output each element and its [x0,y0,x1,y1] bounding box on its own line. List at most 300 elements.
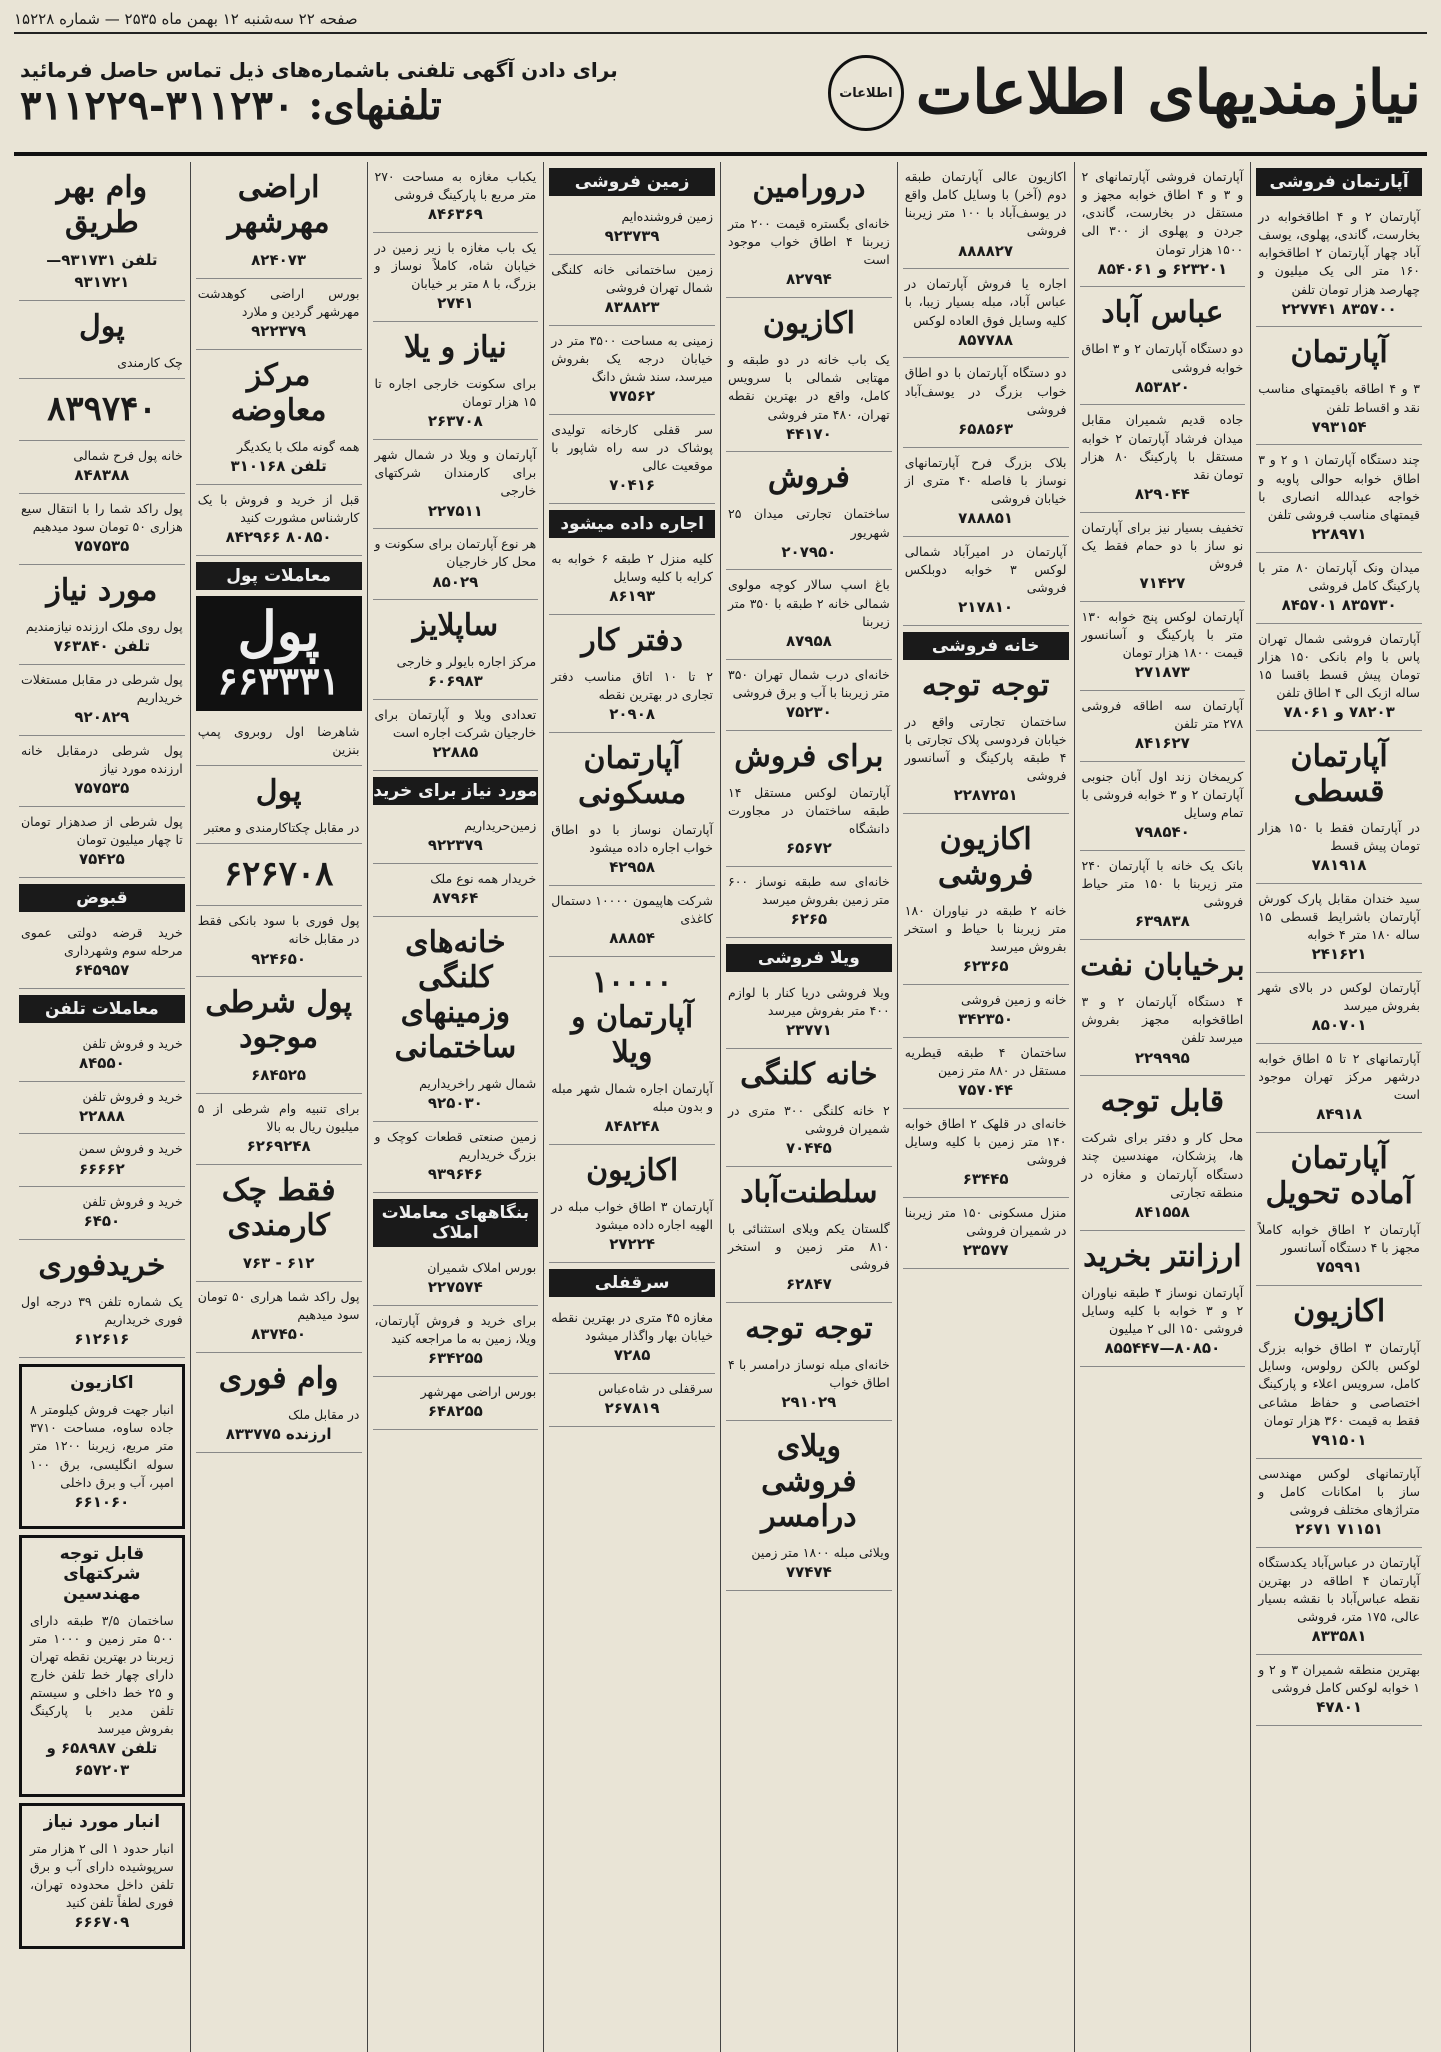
banner-word: پول [237,598,320,663]
ad-body: دو دستگاه آپارتمان ۲ و ۳ اطاق خوابه فروشی [1081,341,1244,375]
ad-body: آپارتمان ۳ اطاق خواب مبله در الهیه اجاره داده میشود [551,1199,713,1233]
ad-phone: ۷۹۱۵۰۱ [1311,1430,1367,1449]
classified-ad [1256,1215,1422,1286]
ad-headline: اکازیون [1293,1294,1386,1330]
ad-phone: ۶۴۵۰ [83,1212,121,1231]
classified-ad [196,485,362,556]
ad-column-7 [190,162,367,2052]
classified-ad [196,244,362,279]
ad-body: آپارتمان لوکس مستقل ۱۴ طبقه ساختمان در مجاورت دانشگاه [728,784,890,836]
ad-body: پول راکد شما هراری ۵۰ تومان سود میدهیم [197,1288,360,1322]
classified-ad [19,918,185,989]
ad-phone: ۷۷۴۷۴ [785,1562,832,1581]
classified-ad [549,202,715,255]
ad-headline: مرکز معاوضه [230,357,327,428]
ad-body: جاده قدیم شمیران مقابل میدان فرشاد آپارتمان ۲ خوابه مستقل با پارکینگ ۸۰ هزار تومان نقد [1081,412,1244,482]
classified-ad [903,448,1069,537]
ad-body: آپارتمان در امیرآباد شمالی لوکس ۳ خوابه دوبلکس فروشی [904,543,1067,595]
ad-body: شاهرضا اول روبروی پمپ بنزین [197,723,360,757]
ad-body: بورس اراضی مهرشهر [420,1383,537,1399]
classified-ad [1080,1278,1246,1367]
ad-body: برای سکونت خارجی اجاره تا ۱۵ هزار تومان [374,376,537,410]
ad-phone: ۲۳۵۷۷ [962,1241,1009,1260]
ad-phone: ۷۵۲۳۰ [785,702,832,721]
ad-headline: عباس آباد [1101,295,1224,331]
ad-body: بلاک بزرگ فرح آپارتمانهای نوساز با فاصله ۴۰ متری از خیابان فروشی [904,454,1067,506]
ad-body: سر قفلی کارخانه تولیدی پوشاک در سه راه شاپور با موقعیت عالی [551,422,713,474]
ad-body: آپارتمان فروشی آپارتمانهای ۲ و ۳ و ۴ اطاق خوابه مجهز و مستقل در بخارست، گاندی، جردن و پهلوی از ۳۰۰ الی ۱۵۰۰ هزار تومان [1081,169,1244,257]
ad-phone: ۹۲۲۳۷۹ [251,322,307,340]
ad-body: در آپارتمان فقط با ۱۵۰ هزار تومان پیش قسط [1258,819,1420,853]
ad-headline: دفتر کار [581,623,683,659]
section-heading: زمین فروشی [549,168,715,196]
ad-phone: ۲۰۷۹۵۰ [781,542,837,561]
ad-column-5 [543,162,720,2052]
ad-body: آپارتمان نوساز با دو اطاق خواب اجاره داده میشود [551,822,713,856]
ad-body: یک شماره تلفن ۳۹ درجه اول فوری خریداریم [21,1294,183,1328]
ad-phone: ۸۵۷۷۸۸ [958,330,1014,349]
classified-ad [1080,987,1246,1076]
classified-ad [373,1377,539,1430]
ad-phone: ۷۸۸۸۵۱ [958,508,1014,527]
classified-ad [549,1074,715,1145]
ad-column-1 [1250,162,1427,2052]
ad-phone: ۲۷۴۱ [437,294,474,313]
ad-body: بهترین منطقه شمیران ۳ و ۲ و ۱ خوابه لوکس کامل فروشی [1258,1661,1420,1695]
boxed-ad-body [28,1606,176,1788]
section-heading: مورد نیاز برای خرید [373,777,539,805]
ad-headline: قابل توجه [1100,1084,1225,1120]
ad-body: سرقفلی در شاه‌عباس [598,1381,713,1397]
classified-ad [726,1350,892,1421]
classified-ad [1256,1044,1422,1133]
ad-body: انبار جهت فروش کیلومتر ۸ جاده ساوه، مساحت ۳۷۱۰ متر مربع، زیربنا ۱۲۰۰ متر سوله انگلیسی، برق ۱۰۰ امپر، آب و برق داخلی [30,1402,174,1490]
ad-body: یک باب خانه در دو طبقه و مهتابی شمالی با سرویس کامل، واقع در بهترین نقطه تهران، ۴۸۰ متر فروشی [728,352,890,422]
classified-ad [903,896,1069,985]
ad-body: خرید و فروش تلفن [82,1194,183,1210]
contact-phones: تلفنهای: ۳۱۱۲۳۰-۳۱۱۲۲۹ [20,81,442,129]
ad-phone: ۸۵۰۲۹ [432,572,479,591]
ad-body: خانه ۲ طبقه در نیاوران ۱۸۰ متر زیربنا با حیاط و استخر بفروش میرسد [904,903,1067,955]
ad-phone: ۶۲۳۲۰۱ و ۸۵۴۰۶۱ [1097,259,1228,278]
ad-body: دو دستگاه آپارتمان با دو اطاق خواب بزرگ در یوسف‌آباد فروشی [904,365,1067,417]
section-heading: بنگاههای معاملات املاک [373,1199,539,1247]
ad-phone: ۷۵۹۹۱ [1316,1258,1363,1277]
ad-phone: ۲۱۷۸۱۰ [958,598,1014,616]
ad-body: ۳ و ۴ اطاقه باقیمتهای مناسب نقد و اقساط تلفن [1258,381,1420,415]
classified-ad [726,867,892,938]
ad-body: شرکت هاپیمون ۱۰۰۰۰ دستمال کاغذی [551,893,714,927]
ad-phone: ۸۴۶۳۶۹ [427,205,483,224]
ad-body: اکازیون عالی آپارتمان طبقه دوم (آخر) با وسایل کامل واقع در یوسف‌آباد با ۱۰۰ متر زیربنا فروشی [904,169,1067,239]
ad-headline: درورامین [752,170,866,205]
ad-phone: ۸۳۷۴۵۰ [251,1325,307,1344]
ad-phone: ۲۲۸۸۸ [78,1106,125,1125]
ad-phone: ۷۵۷۵۳۵ [74,778,130,797]
ad-body: تخفیف بسیار نیز برای آپارتمان نو ساز با دو حمام فقط یک فروش [1081,519,1244,571]
classified-ad [549,662,715,733]
ad-headline: آپارتمان آماده تحویل [1265,1141,1413,1212]
ad-body: برای خرید و فروش آپارتمان، ویلا، زمین به ما مراجعه کنید [374,1312,537,1346]
ad-phone: ۶۴۸۲۵۵ [427,1401,483,1420]
ad-headline: مورد نیاز [46,572,158,608]
ad-column-3 [897,162,1074,2052]
classified-ad [1256,374,1422,445]
classified-ad [1256,553,1422,624]
boxed-ad-title: اکازیون [70,1373,134,1394]
ad-phone: ۹۲۵۰۳۰ [427,1094,483,1112]
ad-body: آپارتمان نوساز ۴ طبقه نیاوران ۲ و ۳ خوابه با کلیه وسایل فروشی ۱۵۰ الی ۲ میلیون [1081,1284,1244,1336]
ad-body: خانه‌ای در قلهک ۲ اطاق خوابه ۱۴۰ متر زمین با کلیه وسایل فروشی [904,1116,1067,1168]
classified-ad [373,529,539,600]
ad-phone: ارزنده ۸۳۳۷۷۵ [225,1424,332,1443]
classified-ad [19,612,185,665]
ad-phone: ۳۴۲۳۵۰ [958,1010,1014,1029]
classified-ad [196,1094,362,1165]
ad-headline: فقط چک کارمندی [221,1173,336,1244]
classified-ad [726,345,892,452]
ad-phone: ۷۸۲۰۳ و ۷۸۰۶۱ [1283,703,1395,722]
ad-phone: ۲۹۱۰۲۹ [781,1393,837,1411]
boxed-ad [19,1364,185,1528]
ad-body: مرکز اجاره بایولر و خارجی [396,654,537,670]
ad-body: آپارتمان اجاره شمال شهر مبله و بدون مبله [551,1081,713,1115]
ad-phone: ۶۶۱۰۶۰ [74,1492,130,1511]
ad-body: آپارتمانهای ۲ تا ۵ اطاق خوابه درشهر مرکز تهران موجود است [1258,1051,1421,1103]
ad-body: زمینی به مساحت ۳۵۰۰ متر در خیابان درجه یک بفروش میرسد، سند شش دانگ [551,332,713,385]
ad-body: پول فوری با سود بانکی فقط در مقابل خانه [197,913,360,947]
ad-headline: ۱۰۰۰۰ آپارتمان و ویلا [571,965,694,1071]
classified-ad [19,1287,185,1358]
ad-phone: ۸۰۸۵۰—۸۵۵۴۴۷ [1104,1338,1221,1357]
classified-ad [726,978,892,1049]
ad-phone: ۸۲۹۰۴۴ [1134,484,1190,503]
classified-ad [726,570,892,659]
ad-phone: ۸۸۸۵۴ [609,929,656,948]
classified-ad [373,1253,539,1306]
ad-body: مغازه ۴۵ متری در بهترین نقطه خیابان بهار واگذار میشود [551,1310,714,1344]
classified-ad [196,813,362,844]
classified-ad [903,537,1069,626]
classified-ad [373,1069,539,1122]
ad-body: ساختمان تجارتی واقع در خیابان فردوسی پلاک تجارتی با ۴ طبقه پارکینگ و آسانسور فروشی [904,713,1067,784]
ad-headline: اکازیون [586,1153,679,1189]
ad-headline: خانه کلنگی [740,1056,878,1092]
classified-ad [549,886,715,957]
ad-phone: ۸۸۸۸۲۷ [958,241,1014,260]
classified-ad [1080,691,1246,762]
ad-headline: وام فوری [218,1360,339,1396]
ad-phone: ۹۲۲۳۷۹ [427,836,483,855]
classified-ad [549,255,715,326]
ad-phone: ۶۲۸۴۷ [785,1275,832,1293]
classified-ad [196,844,362,906]
ad-headline: برای فروش [734,738,884,774]
ad-body: تعدادی ویلا و آپارتمان برای خارجیان شرکت اجاره است [374,707,537,741]
classified-ad [19,348,185,379]
ad-phone: ۷۰۴۱۶ [609,476,656,495]
ad-phone: ۸۶۱۹۳ [609,587,656,606]
classified-ad [903,1038,1069,1109]
ad-phone: ۸۴۵۵۰ [78,1053,125,1072]
ad-phone: ۷۲۸۵ [613,1346,651,1365]
ad-phone: ۶۶۶۶۲ [78,1159,125,1178]
ad-phone: ۸۳۳۵۸۱ [1311,1627,1367,1646]
classified-ad [903,1198,1069,1269]
ad-body: آپارتمان لوکس پنج خوابه ۱۳۰ متر با پارکینگ و آسانسور قیمت ۱۸۰۰ هزار تومان [1081,608,1244,660]
classified-ad [726,660,892,731]
classified-ad [373,864,539,917]
classified-ad [196,432,362,485]
ad-body: پول راکد شما را با انتقال سیع هزاری ۵۰ تومان سود میدهیم [21,500,183,534]
classified-ad [1256,202,1422,327]
ad-body: خانه و زمین فروشی [961,992,1067,1008]
ad-phone: ۸۳۹۷۴۰ [47,388,157,429]
ad-phone: ۲۰۹۰۸ [609,705,656,724]
classified-ad [726,499,892,570]
ad-phone: ۷۵۷۵۳۵ [74,537,130,556]
classified-ad [196,1282,362,1353]
ad-headline: آپارتمان [1290,335,1388,371]
ad-phone: ۶۴۵۹۵۷ [74,960,130,979]
ad-body: آپارتمان فروشی شمال تهران پاس با وام بانکی ۱۵۰ هزار تومان پیش قسط باقسا ۱۵ ساله ازبک الی ۴ اطاق تلفن [1258,630,1420,700]
ad-body: خرید و فروش تلفن [82,1088,183,1104]
ad-phone: ۶۵۶۷۲ [785,838,832,857]
ad-body: پول شرطی در مقابل مستغلات خریداریم [21,671,183,705]
classified-ad [19,1187,185,1240]
ad-phone: ۹۲۳۷۳۹ [604,227,660,246]
ad-body: خانه‌ای درب شمال تهران ۳۵۰ متر زیربنا با آب و برق فروشی [728,666,890,700]
ad-phone: ۸۳۵۷۰۰ ۲۲۷۷۴۱ [1281,299,1397,318]
ad-phone: ۸۰۸۵۰ ۸۴۲۹۶۶ [225,527,332,546]
section-heading: خانه فروشی [903,632,1069,660]
ad-phone: ۶۳۹۸۳۸ [1134,912,1190,931]
ad-phone: ۷۰۴۴۵ [785,1138,832,1157]
ad-phone: ۲۷۱۸۷۳ [1134,663,1190,682]
classified-ad [1256,813,1422,884]
ad-body: میدان ونک آپارتمان ۸۰ متر با پارکینگ کامل فروشی [1258,559,1420,593]
ad-phone: ۲۶۷۸۱۹ [604,1399,660,1418]
ad-phone: ۴۴۱۷۰ [785,424,832,443]
boxed-ad-body [28,1395,176,1519]
ad-phone: ۶۰۶۹۸۳ [427,672,483,691]
classified-ad [19,1134,185,1187]
ad-phone: ۸۴۸۲۴۸ [604,1117,660,1136]
classified-ad [1256,973,1422,1044]
ad-body: شمال شهر راخریداریم [419,1075,537,1091]
ad-body: آپارتمان سه اطاقه فروشی ۲۷۸ متر تلفن [1081,697,1244,731]
classified-ad [726,1214,892,1303]
ad-phone: ۷۷۵۶۲ [609,387,656,406]
ad-body: منزل مسکونی ۱۵۰ متر زیربنا در شمیران فروشی [904,1205,1067,1239]
ad-body: ساختمان ۴ طبقه قیطریه مستقل در ۸۸۰ متر زمین [904,1045,1067,1079]
ad-body: آپارتمان ۳ اطاق خوابه بزرگ لوکس بالکن رولوس، وسایل کامل، سرویس اعلاء و پارکینگ اختصاصی و حفاظ مشاعی فقط به قیمت ۳۶۰ هزار تومان [1258,1340,1420,1428]
ad-phone: ۸۴۱۵۵۸ [1134,1202,1190,1221]
ad-body: باغ اسپ سالار کوچه مولوی شمالی خانه ۲ طبقه با ۳۵۰ متر زیربنا [728,577,890,629]
ad-phone: ۷۱۱۵۱ ۲۶۷۱ [1295,1519,1383,1538]
logo-icon: اطلاعات [828,55,904,131]
ad-phone: ۴۷۸۰۱ [1316,1698,1363,1717]
classified-ad [1256,1548,1422,1655]
ad-phone: ۶۲۶۵ [790,909,828,928]
classified-ad [19,441,185,494]
ad-body: ۲ خانه کلنگی ۳۰۰ متری در شمیران فروشی [728,1102,890,1136]
newspaper-title: نیازمندیهای اطلاعات [915,58,1421,128]
classified-ad [373,369,539,440]
ad-body: سید خندان مقابل پارک کورش آپارتمان باشرایط قسطی ۱۵ ساله ۱۸۰ متر ۴ خوابه [1258,890,1420,943]
classified-ad [19,736,185,807]
ad-phone: ۶۲۶۷۰۸ [223,854,334,894]
ad-body: زمین فروشنده‌ایم [621,209,713,224]
classified-ad [549,544,715,615]
ad-headline: آپارتمان قسطی [1290,738,1388,809]
ad-headline: پول [255,773,302,809]
ad-headline: خانه‌های کلنگی وزمینهای ساختمانی [394,924,517,1065]
ad-headline: ویلای فروشی درامسر [761,1428,857,1534]
ad-headline: نیاز و یلا [404,330,507,366]
ad-phone: ۸۲۴۰۷۳ [251,251,307,269]
ad-phone: ۶۳۴۲۵۵ [427,1348,483,1367]
ad-phone: ۶۱۲ - ۷۶۳ [242,1254,315,1273]
classified-ad [19,1029,185,1082]
ad-phone: ۸۷۹۶۴ [432,889,479,908]
classified-ad [903,985,1069,1038]
ad-body: ویلا فروشی دریا کنار با لوازم ۴۰۰ متر بفروش میرسد [728,984,890,1018]
ad-column-4 [720,162,897,2052]
ad-body: خانه‌ای سه طبقه نوساز ۶۰۰ متر زمین بفروش میرسد [728,873,890,907]
ad-phone: ۷۸۱۹۱۸ [1311,856,1367,875]
ad-phone: ۶۲۶۹۲۴۸ [246,1137,311,1156]
ad-body: خریدار همه نوع ملک [430,871,537,886]
ad-phone: ۶۳۴۴۵ [962,1170,1009,1189]
classified-ad [549,326,715,415]
ad-phone: ۸۳۸۸۲۳ [604,298,660,317]
section-heading: معاملات تلفن [19,995,185,1023]
classified-ad [903,162,1069,269]
ad-phone: ۸۵۰۷۰۱ [1311,1016,1367,1035]
masthead [14,34,1427,156]
section-heading: سرقفلی [549,1269,715,1297]
ad-body: چک کارمندی [117,354,183,370]
ad-phone: ۲۲۷۵۱۱ [427,501,483,520]
ad-headline: اکازیون فروشی [937,822,1034,892]
ad-headline: برخیابان نفت [1080,948,1245,984]
ad-phone: ۹۳۹۶۴۶ [427,1165,483,1183]
classified-ad [903,707,1069,814]
ad-phone: ۹۲۴۶۵۰ [251,949,307,968]
ad-phone: ۷۹۳۱۵۴ [1311,417,1367,436]
ad-phone: ۶۸۴۵۲۵ [251,1066,307,1085]
ad-headline: فروش [767,460,850,496]
ad-phone: ۲۶۳۷۰۸ [427,412,483,431]
ad-phone: تلفن ۳۱۰۱۶۸ [230,456,327,475]
classified-ad [373,1306,539,1377]
ad-phone: ۶۶۶۷۰۹ [74,1913,130,1932]
classified-ad [549,1374,715,1427]
ad-phone: ۷۹۸۵۴۰ [1134,823,1190,842]
classified-ad [1256,1459,1422,1548]
ad-column-2 [1074,162,1251,2052]
ad-body: یک باب مغازه با زیر زمین در خیابان شاه، کاملاً نوساز و بزرگ، با ۸ متر بر خیابان [374,240,537,292]
ad-headline: پول [79,308,125,344]
classified-ad [1080,762,1246,851]
ad-columns [14,162,1427,2052]
ad-phone: ۲۲۸۹۷۱ [1311,524,1367,543]
ad-body: ویلائی مبله ۱۸۰۰ متر زمین [751,1544,890,1560]
ad-phone: ۷۵۴۲۵ [78,849,125,868]
ad-phone: ۸۴۸۳۸۸ [74,466,130,485]
classified-ad [373,440,539,529]
ad-headline: ساپلایز [412,608,499,644]
money-ad-banner [196,596,362,711]
ad-body: پول شرطی از صدهزار تومان تا چهار میلیون تومان [21,813,183,847]
ad-body: آپارتمان لوکس در بالای شهر بفروش میرسد [1258,980,1420,1014]
ad-phone: ۲۴۱۶۲۱ [1311,945,1367,964]
classified-ad [1080,513,1246,602]
classified-ad [1256,1333,1422,1458]
classified-ad [19,244,185,301]
classified-ad [1080,162,1246,287]
ad-body: محل کار و دفتر برای شرکت ها، پزشکان، مهندسین چند دستگاه آپارتمان و مغازه در منطقه تجارتی [1081,1130,1244,1200]
ad-body: بورس املاک شمیران [427,1259,537,1275]
ad-body: آپارتمان ۲ اطاق خوابه کاملاً مجهز با ۴ دستگاه آسانسور [1258,1222,1420,1256]
ad-body: آپارتمان در عباس‌آباد یکدستگاه آپارتمان ۴ اطاقه در بهترین نقطه عباس‌آباد با نقشه بسیار عالی، ۱۷۵ متر، فروشی [1258,1554,1420,1624]
ad-phone: ۲۳۷۷۱ [785,1020,832,1039]
ad-body: خانه‌ای مبله نوساز درامسر با ۴ اطاق خواب [728,1356,890,1390]
ad-phone: ۲۷۲۲۴ [609,1235,656,1254]
ad-phone: ۲۲۸۷۲۵۱ [953,786,1018,805]
classified-ad [903,1109,1069,1198]
ad-body: در مقابل چکتاکارمندی و معتبر [204,819,360,835]
classified-ad [549,1303,715,1374]
classified-ad [196,906,362,977]
classified-ad [196,1400,362,1453]
ad-headline: پول شرطی موجود [205,985,352,1056]
ad-phone: تلفن ۹۳۱۷۳۱—۹۳۱۷۲۱ [46,251,158,291]
ad-column-6 [367,162,544,2052]
classified-ad [726,209,892,298]
ad-body: پول روی ملک ارزنده نیازمندیم [25,618,183,634]
ad-headline: اکازیون [762,306,855,342]
ad-body: ساختمان تجارتی میدان ۲۵ شهریور [728,506,890,540]
classified-ad [1256,624,1422,731]
ad-headline: خریدفوری [38,1248,166,1284]
ad-phone: ۴۲۹۵۸ [609,858,656,877]
ad-headline: وام بهر طریق [56,170,148,240]
classified-ad [196,1059,362,1094]
ad-body: خانه پول فرح شمالی [73,447,183,463]
classified-ad [373,162,539,233]
classified-ad [1080,851,1246,940]
boxed-ad-title: انبار مورد نیاز [43,1811,161,1832]
classified-ad [549,415,715,504]
ad-body: کریمخان زند اول آبان جنوبی آپارتمان ۲ و ۳ خوابه فروشی با تمام وسایل [1081,768,1244,821]
classified-ad [1080,1123,1246,1230]
classified-ad [373,811,539,864]
ad-column-8 [14,162,190,2052]
boxed-ad [19,1803,185,1949]
ad-headline: توجه توجه [921,667,1050,703]
classified-ad [196,279,362,350]
section-heading: معاملات پول [196,562,362,590]
ad-body: یکباب مغازه به مساحت ۲۷۰ متر مربع با پارکینگ فروشی [374,169,537,203]
ad-body: اجاره یا فروش آپارتمان در عباس آباد، مبله بسیار زیبا، با کلیه وسایل فوق العاده لوکس [904,276,1067,328]
section-heading: ویلا فروشی [726,944,892,972]
classified-ad [903,358,1069,447]
classified-ad [1080,602,1246,691]
classified-ad [1256,445,1422,552]
classified-ad [726,1538,892,1591]
